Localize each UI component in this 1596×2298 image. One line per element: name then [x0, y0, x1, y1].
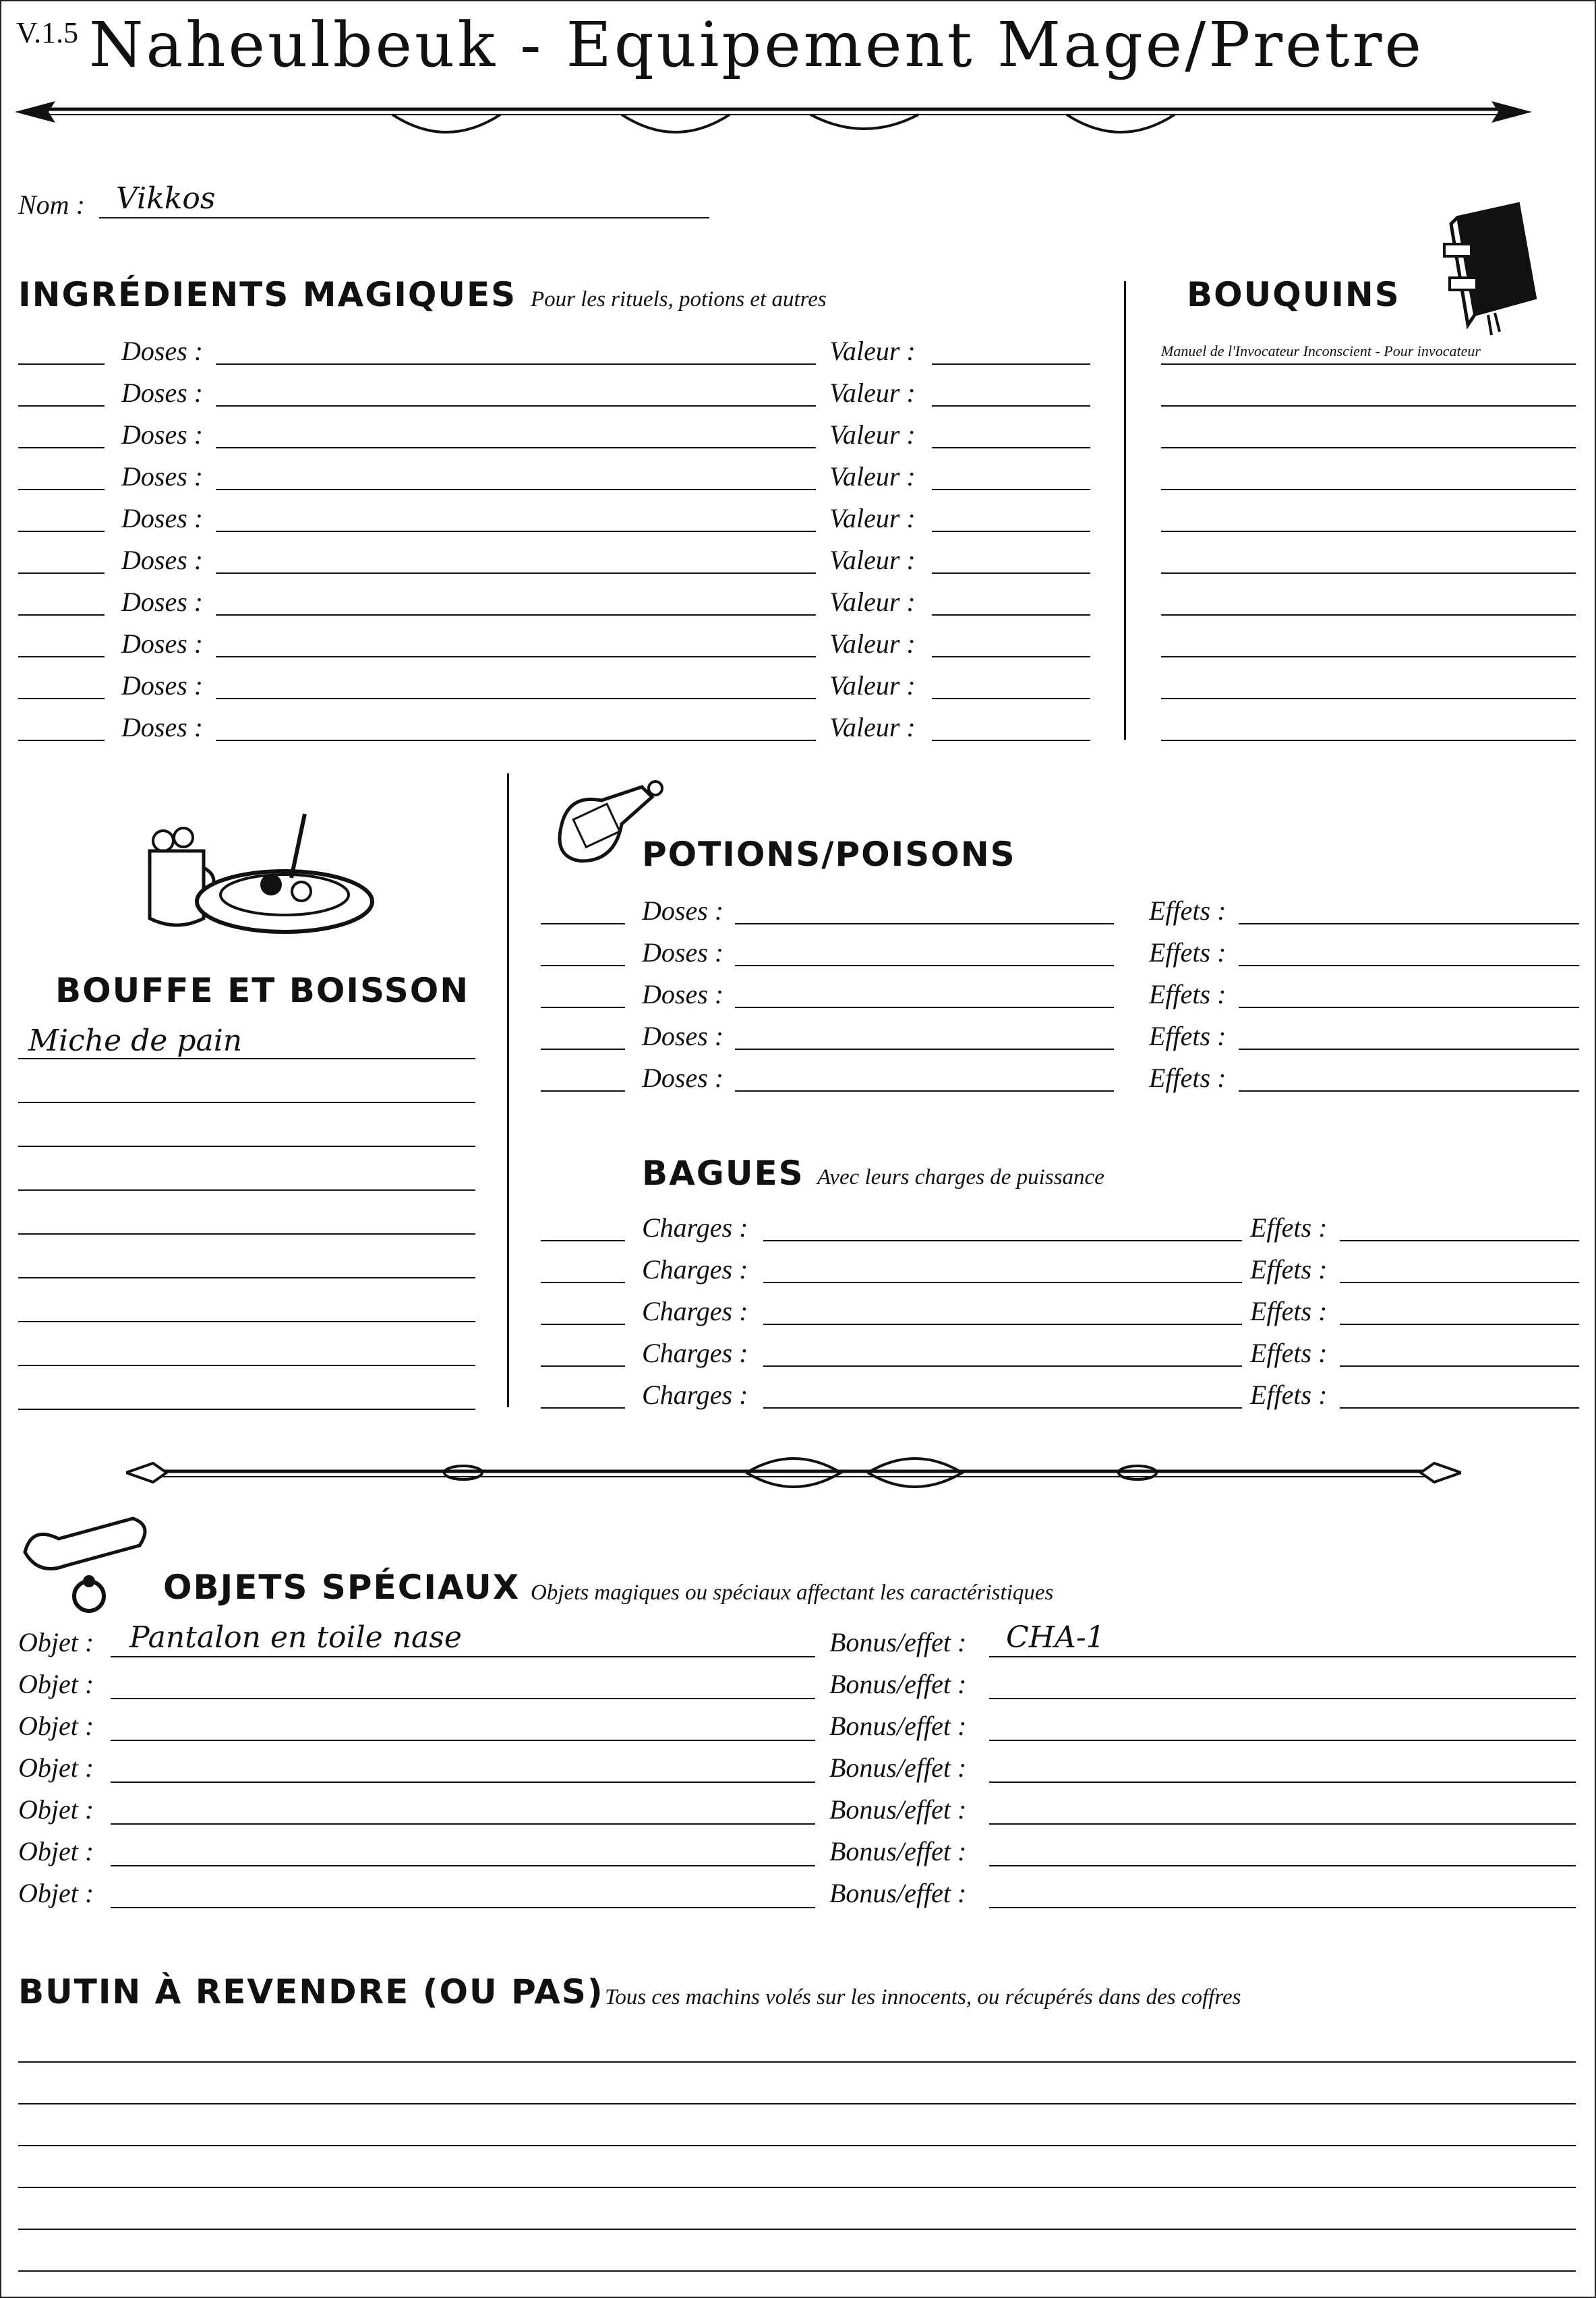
doses-label: Doses : [121, 712, 204, 742]
bouffe-line[interactable] [18, 1146, 475, 1147]
potion-name-line[interactable] [735, 1090, 1114, 1092]
ingredient-qty-line[interactable] [18, 363, 105, 365]
potion-doses-label: Doses : [642, 1021, 724, 1051]
potion-qty-line[interactable] [541, 1090, 625, 1092]
bague-effets-label: Effets : [1250, 1254, 1328, 1285]
scroll-ring-icon [18, 1512, 160, 1620]
doses-label: Doses : [121, 628, 204, 659]
spear-divider-icon [15, 89, 1532, 150]
bonus-label: Bonus/effet : [829, 1836, 967, 1866]
ingredient-qty-line[interactable] [18, 405, 105, 407]
ingredient-valeur-line[interactable] [932, 447, 1090, 448]
bouffe-line[interactable] [18, 1321, 475, 1322]
version-label: V.1.5 [16, 16, 79, 49]
bouffe-line[interactable] [18, 1058, 475, 1059]
objet-value[interactable]: Pantalon en toile nase [129, 1620, 462, 1655]
nom-field-line [99, 217, 709, 218]
bonus-line[interactable] [989, 1740, 1576, 1741]
potion-effets-label: Effets : [1149, 895, 1226, 926]
bonus-label: Bonus/effet : [829, 1878, 967, 1908]
objet-label: Objet : [18, 1752, 94, 1783]
potion-effets-line[interactable] [1239, 965, 1579, 966]
valeur-label: Valeur : [829, 419, 916, 450]
valeur-label: Valeur : [829, 503, 916, 533]
bouquins-list [1161, 335, 1579, 753]
valeur-label: Valeur : [829, 545, 916, 575]
objet-label: Objet : [18, 1794, 94, 1825]
bague-effets-line[interactable] [1340, 1407, 1579, 1409]
bagues-list [534, 1212, 1586, 1427]
charges-label: Charges : [642, 1338, 748, 1368]
potion-effets-label: Effets : [1149, 1063, 1226, 1093]
ingredient-qty-line[interactable] [18, 531, 105, 532]
bouquin-line[interactable] [1161, 698, 1576, 699]
bouffe-line[interactable] [18, 1233, 475, 1235]
ingredients-title: INGRÉDIENTS MAGIQUES [18, 275, 517, 314]
potion-effets-label: Effets : [1149, 979, 1226, 1009]
ingredient-valeur-line[interactable] [932, 614, 1090, 616]
ingredient-valeur-line[interactable] [932, 363, 1090, 365]
potion-effets-line[interactable] [1239, 1090, 1579, 1092]
valeur-label: Valeur : [829, 378, 916, 408]
potion-doses-label: Doses : [642, 1063, 724, 1093]
ingredient-name-line[interactable] [216, 531, 816, 532]
objet-line[interactable] [111, 1740, 815, 1741]
objet-label: Objet : [18, 1878, 94, 1908]
bonus-line[interactable] [989, 1823, 1576, 1825]
potions-list [534, 895, 1586, 1111]
butin-line[interactable] [18, 2145, 1576, 2146]
ingredient-valeur-line[interactable] [932, 698, 1090, 699]
bouffe-line[interactable] [18, 1102, 475, 1103]
objet-label: Objet : [18, 1627, 94, 1657]
bague-effets-label: Effets : [1250, 1296, 1328, 1326]
bouquin-line[interactable] [1161, 405, 1576, 407]
potion-name-line[interactable] [735, 923, 1114, 924]
bonus-label: Bonus/effet : [829, 1711, 967, 1741]
bague-name-line[interactable] [763, 1240, 1242, 1241]
bague-qty-line[interactable] [541, 1365, 625, 1367]
nom-value[interactable]: Vikkos [116, 181, 216, 216]
potion-qty-line[interactable] [541, 1007, 625, 1008]
objet-label: Objet : [18, 1711, 94, 1741]
doses-label: Doses : [121, 461, 204, 492]
charges-label: Charges : [642, 1380, 748, 1410]
bouquin-line[interactable] [1161, 740, 1576, 741]
potions-title: POTIONS/POISONS [642, 835, 1016, 874]
ingredient-valeur-line[interactable] [932, 572, 1090, 574]
ingredient-name-line[interactable] [216, 489, 816, 490]
objet-line[interactable] [111, 1698, 815, 1699]
bonus-line[interactable] [989, 1907, 1576, 1908]
ingredient-qty-line[interactable] [18, 740, 105, 741]
doses-label: Doses : [121, 503, 204, 533]
ingredient-name-line[interactable] [216, 698, 816, 699]
bague-qty-line[interactable] [541, 1240, 625, 1241]
bague-name-line[interactable] [763, 1365, 1242, 1367]
food-icon [136, 804, 379, 939]
potion-qty-line[interactable] [541, 923, 625, 924]
bouquin-line[interactable] [1161, 489, 1576, 490]
ingredient-name-line[interactable] [216, 740, 816, 741]
bagues-title: BAGUES [642, 1154, 804, 1193]
bouffe-line[interactable] [18, 1409, 475, 1410]
objet-line[interactable] [111, 1865, 815, 1866]
valeur-label: Valeur : [829, 712, 916, 742]
bouffe-line[interactable] [18, 1189, 475, 1191]
potion-effets-line[interactable] [1239, 1007, 1579, 1008]
bouffe-line[interactable] [18, 1277, 475, 1278]
bague-qty-line[interactable] [541, 1407, 625, 1409]
potion-name-line[interactable] [735, 1007, 1114, 1008]
potion-doses-label: Doses : [642, 937, 724, 968]
bouquin-line[interactable] [1161, 447, 1576, 448]
bouffe-entry[interactable]: Miche de pain [28, 1024, 243, 1058]
bague-name-line[interactable] [763, 1282, 1242, 1283]
butin-line[interactable] [18, 2270, 1576, 2272]
ingredient-name-line[interactable] [216, 656, 816, 657]
bouffe-line[interactable] [18, 1365, 475, 1366]
objet-line[interactable] [111, 1781, 815, 1783]
objet-line[interactable] [111, 1823, 815, 1825]
ingredient-qty-line[interactable] [18, 614, 105, 616]
potion-doses-label: Doses : [642, 979, 724, 1009]
ingredient-qty-line[interactable] [18, 447, 105, 448]
ingredient-qty-line[interactable] [18, 489, 105, 490]
potion-doses-label: Doses : [642, 895, 724, 926]
column-divider-2 [507, 773, 509, 1407]
objets-subtitle: Objets magiques ou spéciaux affectant les caractéristiques [531, 1581, 1054, 1605]
valeur-label: Valeur : [829, 628, 916, 659]
bouffe-title: BOUFFE ET BOISSON [55, 971, 470, 1010]
butin-line[interactable] [18, 2229, 1576, 2230]
ingredient-name-line[interactable] [216, 363, 816, 365]
bouffe-list [1, 1016, 487, 1421]
bonus-line[interactable] [989, 1781, 1576, 1783]
potion-effets-line[interactable] [1239, 1049, 1579, 1050]
bonus-value[interactable]: CHA-1 [1006, 1620, 1105, 1655]
charges-label: Charges : [642, 1296, 748, 1326]
ingredient-valeur-line[interactable] [932, 405, 1090, 407]
objets-title: OBJETS SPÉCIAUX [163, 1568, 521, 1607]
bouquin-entry[interactable]: Manuel de l'Invocateur Inconscient - Pour invocateur [1161, 343, 1481, 359]
ingredient-valeur-line[interactable] [932, 489, 1090, 490]
nom-label: Nom : [18, 189, 85, 220]
valeur-label: Valeur : [829, 670, 916, 701]
bague-effets-line[interactable] [1340, 1365, 1579, 1367]
doses-label: Doses : [121, 670, 204, 701]
bonus-label: Bonus/effet : [829, 1627, 967, 1657]
objet-line[interactable] [111, 1656, 815, 1657]
bague-name-line[interactable] [763, 1324, 1242, 1325]
butin-line[interactable] [18, 2103, 1576, 2104]
bague-effets-label: Effets : [1250, 1212, 1328, 1243]
butin-line[interactable] [18, 2061, 1576, 2063]
ingredient-valeur-line[interactable] [932, 740, 1090, 741]
potion-effets-label: Effets : [1149, 937, 1226, 968]
bonus-line[interactable] [989, 1698, 1576, 1699]
ingredient-qty-line[interactable] [18, 572, 105, 574]
butin-line[interactable] [18, 2187, 1576, 2188]
doses-label: Doses : [121, 378, 204, 408]
ingredients-subtitle: Pour les rituels, potions et autres [531, 287, 827, 312]
column-divider [1124, 281, 1126, 740]
objet-line[interactable] [111, 1907, 815, 1908]
bagues-subtitle: Avec leurs charges de puissance [817, 1165, 1104, 1189]
valeur-label: Valeur : [829, 336, 916, 366]
potion-qty-line[interactable] [541, 965, 625, 966]
bouquins-title: BOUQUINS [1187, 275, 1400, 314]
bonus-line[interactable] [989, 1656, 1576, 1657]
ingredient-name-line[interactable] [216, 572, 816, 574]
bague-effets-line[interactable] [1340, 1240, 1579, 1241]
ingredient-qty-line[interactable] [18, 656, 105, 657]
valeur-label: Valeur : [829, 587, 916, 617]
potion-effets-label: Effets : [1149, 1021, 1226, 1051]
bouquin-line[interactable] [1161, 656, 1576, 657]
bague-effets-label: Effets : [1250, 1380, 1328, 1410]
doses-label: Doses : [121, 419, 204, 450]
bouquin-line[interactable] [1161, 614, 1576, 616]
doses-label: Doses : [121, 587, 204, 617]
objet-label: Objet : [18, 1836, 94, 1866]
bague-effets-line[interactable] [1340, 1282, 1579, 1283]
ingredient-name-line[interactable] [216, 447, 816, 448]
butin-list [1, 2024, 1596, 2294]
bague-qty-line[interactable] [541, 1282, 625, 1283]
potion-name-line[interactable] [735, 1049, 1114, 1050]
bague-qty-line[interactable] [541, 1324, 625, 1325]
bague-effets-line[interactable] [1340, 1324, 1579, 1325]
ingredient-valeur-line[interactable] [932, 656, 1090, 657]
bonus-label: Bonus/effet : [829, 1794, 967, 1825]
ingredients-list [1, 335, 1114, 753]
staff-divider-icon [126, 1444, 1461, 1498]
bonus-label: Bonus/effet : [829, 1669, 967, 1699]
bouquin-line[interactable] [1161, 572, 1576, 574]
potion-effets-line[interactable] [1239, 923, 1579, 924]
ingredient-name-line[interactable] [216, 405, 816, 407]
charges-label: Charges : [642, 1212, 748, 1243]
potion-name-line[interactable] [735, 965, 1114, 966]
objet-label: Objet : [18, 1669, 94, 1699]
bouquin-line[interactable] [1161, 531, 1576, 532]
potion-qty-line[interactable] [541, 1049, 625, 1050]
charges-label: Charges : [642, 1254, 748, 1285]
bague-name-line[interactable] [763, 1407, 1242, 1409]
ingredient-qty-line[interactable] [18, 698, 105, 699]
bouquin-line[interactable] [1161, 363, 1576, 365]
doses-label: Doses : [121, 545, 204, 575]
doses-label: Doses : [121, 336, 204, 366]
book-icon [1438, 197, 1545, 338]
valeur-label: Valeur : [829, 461, 916, 492]
bonus-label: Bonus/effet : [829, 1752, 967, 1783]
ingredient-name-line[interactable] [216, 614, 816, 616]
page-title: Naheulbeuk - Equipement Mage/Pretre [89, 9, 1424, 81]
butin-subtitle: Tous ces machins volés sur les innocents, ou récupérés dans des coffres [605, 1985, 1241, 2009]
bague-effets-label: Effets : [1250, 1338, 1328, 1368]
bonus-line[interactable] [989, 1865, 1576, 1866]
butin-title: BUTIN À REVENDRE (OU PAS) [18, 1972, 604, 2011]
ingredient-valeur-line[interactable] [932, 531, 1090, 532]
objets-list [1, 1620, 1596, 1923]
